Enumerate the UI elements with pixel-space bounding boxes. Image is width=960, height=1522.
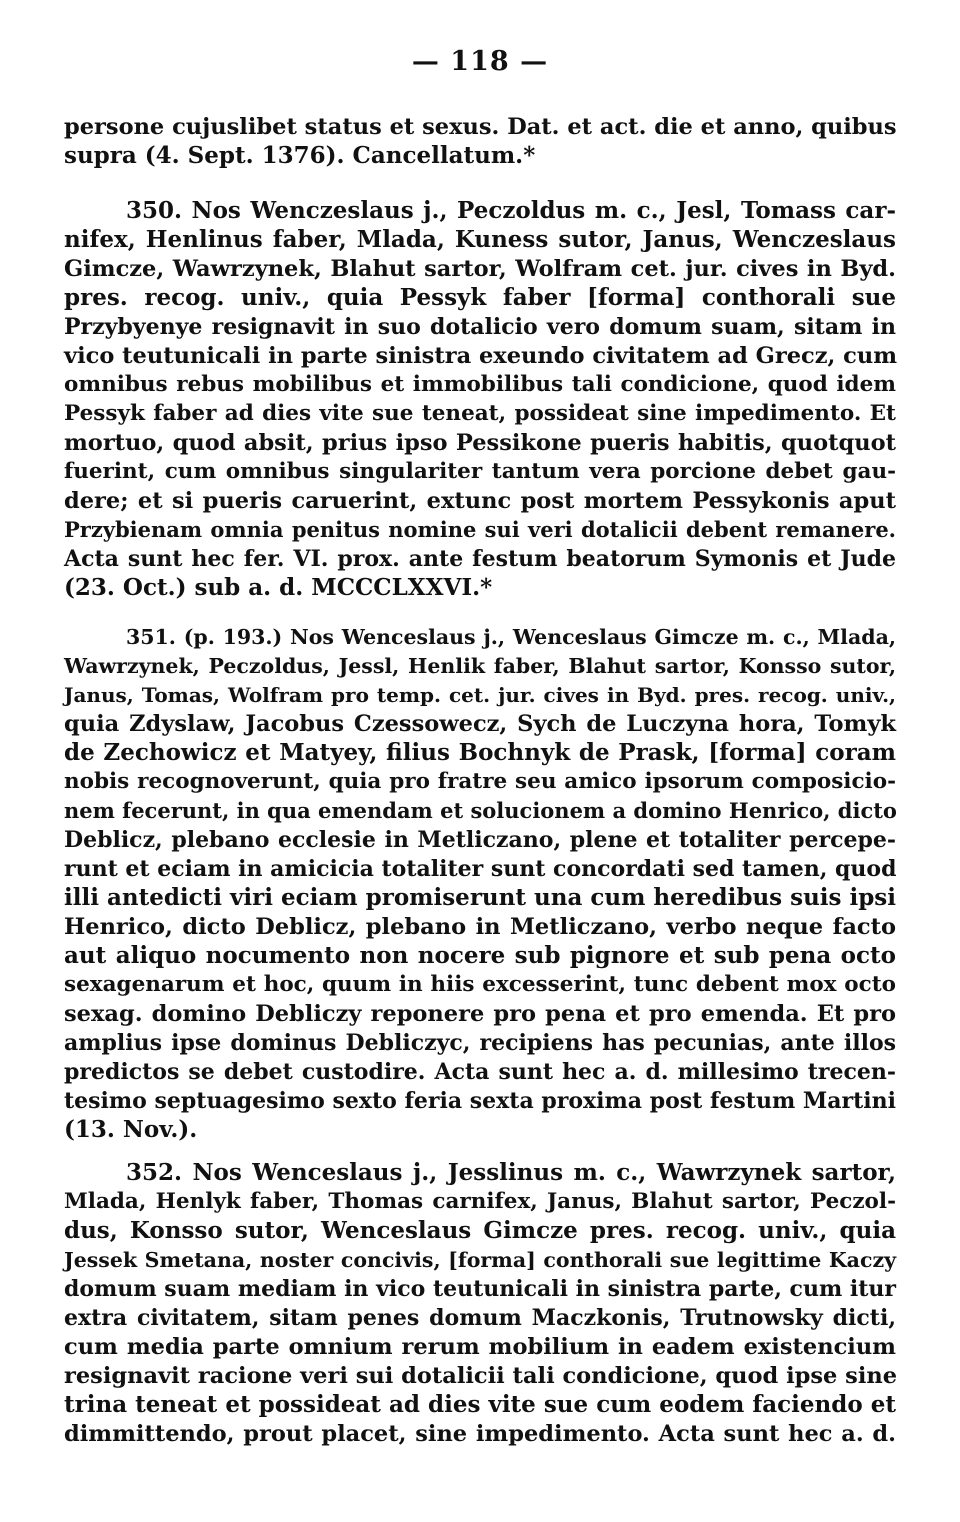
text-line: runt et eciam in amicicia totaliter sunt concordati sed tamen, quod	[64, 856, 897, 882]
text-line: 351. (p. 193.) Nos Wenceslaus j., Wenceslaus Gimcze m. c., Mlada,	[126, 625, 896, 649]
text-line: Gimcze, Wawrzynek, Blahut sartor, Wolfram cet. jur. cives in Byd.	[64, 256, 896, 282]
text-line: amplius ipse dominus Debliczyc, recipiens has pecunias, ante illos	[64, 1030, 896, 1056]
text-line: pres. recog. univ., quia Pessyk faber [forma] conthorali sue	[64, 284, 896, 311]
text-line: omnibus rebus mobilibus et immobilibus tali condicione, quod idem	[64, 372, 896, 397]
text-line: (13. Nov.).	[64, 1116, 198, 1143]
text-line: supra (4. Sept. 1376). Cancellatum.*	[64, 142, 536, 169]
text-line: dere; et si pueris caruerint, extunc post mortem Pessykonis aput	[64, 488, 896, 514]
text-line: Henrico, dicto Deblicz, plebano in Metliczano, verbo neque facto	[64, 914, 896, 940]
text-line: de Zechowicz et Matyey, filius Bochnyk de Prask, [forma] coram	[64, 739, 896, 766]
text-line: nem fecerunt, in qua emendam et solucionem a domino Henrico, dicto	[64, 798, 897, 823]
text-line: vico teutunicali in parte sinistra exeundo civitatem ad Grecz, cum	[64, 343, 898, 369]
text-line: mortuo, quod absit, prius ipso Pessikone pueris habitis, quotquot	[64, 430, 896, 456]
text-line: nobis recognoverunt, quia pro fratre seu amico ipsorum composicio-	[64, 769, 896, 794]
text-line: persone cujuslibet status et sexus. Dat. et act. die et anno, quibus	[64, 114, 897, 140]
text-line: cum media parte omnium rerum mobilium in eadem existencium	[64, 1334, 896, 1360]
text-line: extra civitatem, sitam penes domum Maczkonis, Trutnowsky dicti,	[64, 1305, 896, 1331]
intro-paragraph	[64, 112, 896, 172]
text-line: Mlada, Henlyk faber, Thomas carnifex, Janus, Blahut sartor, Peczol-	[64, 1189, 896, 1214]
text-line: Pessyk faber ad dies vite sue teneat, possideat sine impedimento. Et	[64, 401, 896, 426]
text-line: Deblicz, plebano ecclesie in Metliczano, plene et totaliter percepe-	[64, 827, 896, 853]
text-line: nifex, Henlinus faber, Mlada, Kuness sutor, Janus, Wenczeslaus	[64, 226, 896, 253]
page-number: — 118 —	[411, 46, 549, 77]
text-line: fuerint, cum omnibus singulariter tantum vera porcione debet gau-	[64, 459, 896, 484]
text-line: trina teneat et possideat ad dies vite sue cum eodem faciendo et	[64, 1391, 896, 1418]
text-line: illi antedicti viri eciam promiserunt una cum heredibus suis ipsi	[64, 884, 896, 911]
entry-352	[64, 1158, 896, 1458]
text-line: domum suam mediam in vico teutunicali in sinistra parte, cum itur	[64, 1276, 896, 1302]
text-line: Przybyenye resignavit in suo dotalicio vero domum suam, sitam in	[64, 314, 896, 340]
text-line: sexag. domino Debliczy reponere pro pena et pro emenda. Et pro	[64, 1001, 896, 1027]
text-line: dimmittendo, prout placet, sine impedimento. Acta sunt hec a. d.	[64, 1421, 896, 1447]
text-line: aut aliquo nocumento non nocere sub pignore et sub pena octo	[64, 942, 896, 969]
text-line: (23. Oct.) sub a. d. MCCCLXXVI.*	[64, 574, 493, 601]
text-line: tesimo septuagesimo sexto feria sexta proxima post festum Martini	[64, 1088, 896, 1114]
text-line: quia Zdyslaw, Jacobus Czessowecz, Sych de Luczyna hora, Tomyk	[64, 711, 896, 737]
text-line: Wawrzynek, Peczoldus, Jessl, Henlik faber, Blahut sartor, Konsso sutor,	[64, 654, 896, 678]
text-line: Jessek Smetana, noster concivis, [forma] conthorali sue legittime Kaczy	[64, 1248, 896, 1272]
text-line: Acta sunt hec fer. VI. prox. ante festum beatorum Symonis et Jude	[64, 546, 896, 572]
text-line: sexagenarum et hoc, quum in hiis excesserint, tunc debent mox octo	[64, 972, 896, 997]
entry-351	[64, 622, 897, 1143]
entry-350	[64, 196, 896, 616]
text-line: predictos se debet custodire. Acta sunt hec a. d. millesimo trecen-	[64, 1059, 896, 1085]
text-line: Janus, Tomas, Wolfram pro temp. cet. jur. cives in Byd. pres. recog. univ.,	[64, 683, 896, 707]
text-line: 350. Nos Wenczeslaus j., Peczoldus m. c., Jesl, Tomass car-	[126, 197, 896, 224]
text-line: Przybienam omnia penitus nomine sui veri dotalicii debent remanere.	[64, 517, 896, 542]
text-line: resignavit racione veri sui dotalicii tali condicione, quod ipse sine	[64, 1363, 898, 1389]
text-line: 352. Nos Wenceslaus j., Jesslinus m. c., Wawrzynek sartor,	[126, 1159, 896, 1186]
text-line: dus, Konsso sutor, Wenceslaus Gimcze pres. recog. univ., quia	[64, 1217, 896, 1244]
